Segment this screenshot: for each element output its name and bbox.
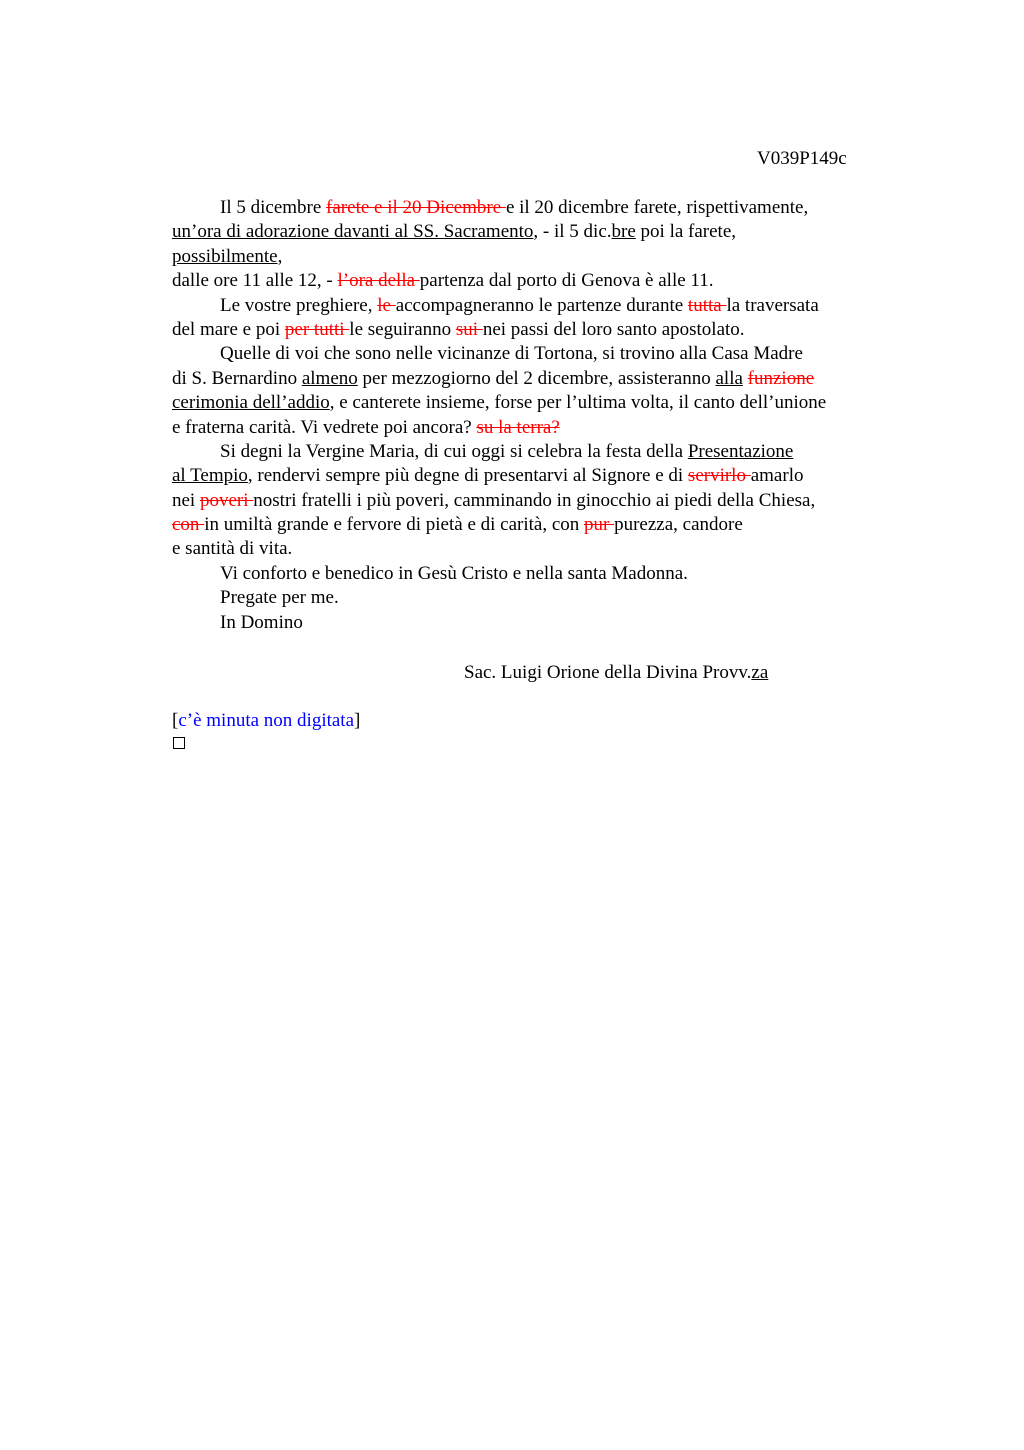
text-line bbox=[172, 586, 892, 610]
letter-body bbox=[172, 196, 892, 635]
deleted-text: pur bbox=[584, 514, 615, 536]
text-line bbox=[172, 342, 892, 366]
text-segment: accompagneranno le partenze durante bbox=[395, 294, 688, 316]
note-text: c’è minuta non digitata bbox=[178, 710, 355, 731]
text-line bbox=[172, 440, 892, 464]
text-segment: Vi conforto e benedico in Gesù Cristo e nella santa Madonna. bbox=[220, 562, 688, 584]
text-segment: Si degni la Vergine Maria, di cui oggi si celebra la festa della bbox=[220, 440, 688, 462]
underlined-text: bre bbox=[611, 221, 636, 243]
text-segment: dalle ore 11 alle 12, - bbox=[172, 270, 338, 292]
text-line bbox=[172, 489, 892, 513]
text-segment: in umiltà grande e fervore di pietà e di carità, con bbox=[204, 514, 585, 536]
deleted-text: le bbox=[377, 294, 396, 316]
text-line bbox=[172, 391, 892, 415]
text-line bbox=[172, 269, 892, 293]
text-line bbox=[172, 562, 892, 586]
text-segment: Pregate per me. bbox=[220, 587, 339, 609]
text-line bbox=[172, 318, 892, 342]
text-segment: partenza dal porto di Genova è alle 11. bbox=[419, 270, 714, 292]
text-line bbox=[172, 367, 892, 391]
signature-text: Sac. Luigi Orione della Divina Provv. bbox=[464, 662, 752, 683]
deleted-text: poveri bbox=[199, 489, 254, 511]
text-segment: e fraterna carità. Vi vedrete poi ancora? bbox=[172, 416, 477, 438]
underlined-text: Presentazione bbox=[687, 440, 794, 462]
document-id: V039P149c bbox=[757, 148, 847, 169]
checkbox-square-icon bbox=[173, 737, 185, 749]
text-line bbox=[172, 464, 892, 488]
underlined-text: possibilmente bbox=[172, 245, 278, 267]
text-segment: purezza, candore bbox=[614, 514, 743, 536]
text-segment: di S. Bernardino bbox=[172, 367, 302, 389]
deleted-text: per tutti bbox=[284, 318, 350, 340]
text-segment: per mezzogiorno del 2 dicembre, assisteranno bbox=[357, 367, 716, 389]
text-segment: poi la farete, bbox=[635, 221, 737, 243]
deleted-text: l’ora della bbox=[337, 270, 420, 292]
text-line bbox=[172, 513, 892, 537]
text-segment: Il 5 dicembre bbox=[220, 197, 327, 218]
text-segment: la traversata bbox=[726, 294, 819, 316]
editorial-note bbox=[172, 709, 360, 733]
text-segment: e santità di vita. bbox=[172, 538, 293, 560]
underlined-text: un’ora di adorazione davanti al SS. Sacramento bbox=[172, 221, 534, 243]
underlined-text: alla bbox=[715, 367, 743, 389]
text-line bbox=[172, 196, 892, 220]
text-segment: , bbox=[277, 245, 283, 267]
note-bracket-close: ] bbox=[354, 710, 361, 731]
text-segment: In Domino bbox=[220, 611, 303, 633]
text-segment: Quelle di voi che sono nelle vicinanze di Tortona, si trovino alla Casa Madre bbox=[220, 343, 803, 365]
note-bracket-open: [ bbox=[172, 710, 179, 731]
text-line bbox=[172, 537, 892, 561]
underlined-text: cerimonia dell’addio bbox=[172, 392, 330, 414]
deleted-text: tutta bbox=[687, 294, 727, 316]
deleted-text: farete e il 20 Dicembre bbox=[326, 197, 506, 218]
text-segment: , e canterete insieme, forse per l’ultima volta, il canto dell’unione bbox=[329, 392, 827, 414]
text-segment: le seguiranno bbox=[349, 318, 456, 340]
underlined-text: almeno bbox=[301, 367, 358, 389]
text-line bbox=[172, 245, 892, 269]
text-segment: Le vostre preghiere, bbox=[220, 294, 378, 316]
deleted-text: sui bbox=[455, 318, 483, 340]
deleted-text: su la terra? bbox=[476, 416, 560, 438]
text-segment: nei bbox=[172, 489, 200, 511]
deleted-text: funzione bbox=[747, 367, 815, 389]
text-segment: del mare e poi bbox=[172, 318, 285, 340]
signature bbox=[464, 661, 768, 685]
text-line bbox=[172, 611, 892, 635]
text-line bbox=[172, 220, 892, 244]
deleted-text: con bbox=[172, 514, 205, 536]
text-segment: , - il 5 dic. bbox=[533, 221, 612, 243]
text-segment: nostri fratelli i più poveri, camminando in ginocchio ai piedi della Chiesa, bbox=[253, 489, 816, 511]
signature-suffix: za bbox=[751, 662, 769, 683]
text-segment: amarlo bbox=[750, 465, 804, 487]
deleted-text: servirlo bbox=[687, 465, 751, 487]
text-line bbox=[172, 416, 892, 440]
text-line bbox=[172, 294, 892, 318]
text-segment: , rendervi sempre più degne di presentarvi al Signore e di bbox=[247, 465, 688, 487]
text-segment: nei passi del loro santo apostolato. bbox=[482, 318, 745, 340]
underlined-text: al Tempio bbox=[172, 465, 248, 487]
text-segment: e il 20 dicembre farete, rispettivamente, bbox=[505, 197, 809, 218]
